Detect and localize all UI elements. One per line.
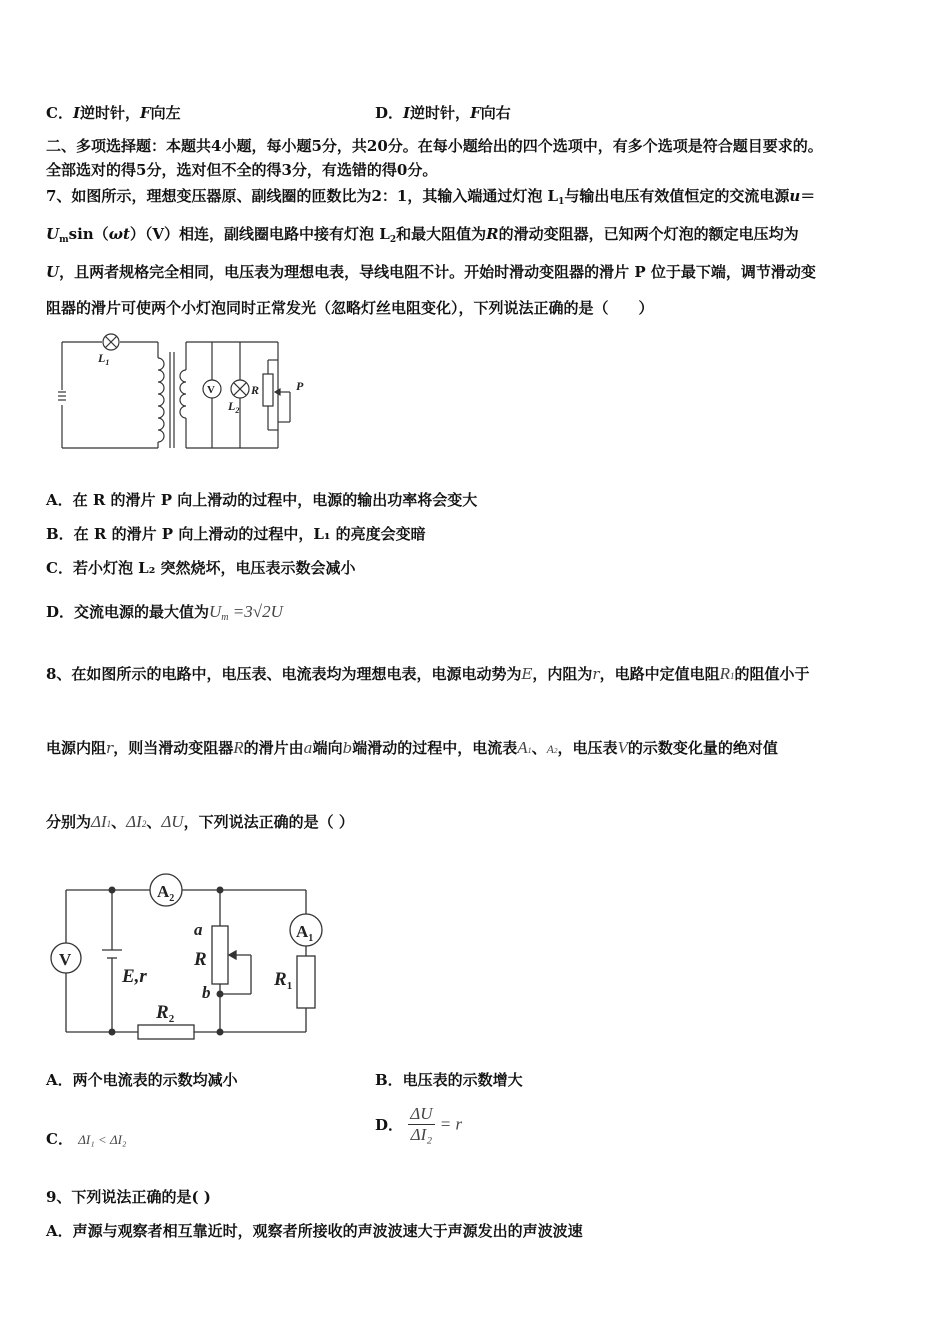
option-label: C． [46,104,73,122]
current-symbol: I [403,104,411,122]
svg-text:A2: $A_2$ [157,882,175,904]
q7-fig-R: R [251,383,260,397]
svg-text:L1: $L_1$ [98,351,110,367]
q8-stem-line1: 8、在如图所示的电路中，电压表、电流表均为理想电表，电源电动势为E，内阻为r，电路中定值电阻R1的阻值小于 [46,664,810,683]
q7-fig-voltmeter: V [207,384,215,396]
formula: Um =3√2U [209,602,283,623]
current-symbol: I [72,104,80,122]
svg-text:R1: $R_1$ [274,969,293,992]
q7-stem-line3: U，且两者规格完全相同，电压表为理想电表，导线电阻不计。开始时滑动变阻器的滑片 P 位于最下端，调节滑动变 [46,263,816,281]
q7-stem-line4: 阻器的滑片可使两个小灯泡同时正常发光（忽略灯丝电阻变化），下列说法正确的是（ ） [46,299,654,317]
option-text: 向右 [480,104,511,122]
q7-fig-L1: L [98,351,106,365]
q8-option-a[interactable]: A．两个电流表的示数均减小 [46,1071,238,1089]
formula: ΔI₁ < ΔI₂ [78,1132,127,1147]
q8-option-b[interactable]: B．电压表的示数增大 [375,1071,523,1089]
q7-option-d[interactable]: D．交流电源的最大值为Um =3√2U [46,602,283,623]
q8-stem-line3: 分别为ΔI1、ΔI2、ΔU，下列说法正确的是（ ） [46,812,354,831]
q9-option-a[interactable]: A．声源与观察者相互靠近时，观察者所接收的声波波速大于声源发出的声波波速 [46,1222,583,1240]
q8-fig-A1: A [296,922,309,941]
option-text: 逆时针， [79,104,140,122]
q8-fig-R2: R [156,1002,169,1023]
q8-option-c[interactable]: C． ΔI₁ < ΔI₂ [46,1130,127,1148]
q7-fig-P: P [296,379,304,393]
q7-option-b[interactable]: B．在 R 的滑片 P 向上滑动的过程中，L₁ 的亮度会变暗 [46,525,426,543]
q6-option-d[interactable] [375,102,511,123]
fraction: $\frac{\Delta U}{\text{ΔI₂}}$ [410,1104,433,1144]
svg-text:R2: $R_2$ [156,1002,175,1025]
q8-fig-Er: E,r [122,966,147,987]
q7-stem-line1: 7、如图所示，理想变压器原、副线圈的匝数比为2：1，其输入端通过灯泡 $L_1$与输出电压有效值恒定的交流电源u＝ [46,187,816,207]
q7-option-a[interactable]: A．在 R 的滑片 P 向上滑动的过程中，电源的输出功率将会变大 [46,491,478,509]
force-symbol: F [140,104,151,122]
q8-option-d[interactable]: D． $\frac{\Delta U}{\text{ΔI₂}}$ = r [375,1104,463,1144]
q8-fig-R: R [194,949,207,970]
force-symbol: F [470,104,481,122]
svg-text:A1: $A_1$ [296,922,314,944]
q7-circuit-diagram [50,330,310,455]
q8-fig-V: V [59,950,72,969]
svg-text:L2: $L_2$ [228,399,240,415]
section-heading: 二、多项选择题：本题共4小题，每小题5分，共20分。在每小题给出的四个选项中，有多个选项是符合题目要求的。 [46,137,823,155]
q9-stem: 9、下列说法正确的是( ) [46,1188,211,1206]
q8-fig-A2: A [157,882,170,901]
option-text: 逆时针， [410,104,471,122]
option-text: 向左 [150,104,181,122]
q8-circuit-diagram [44,870,334,1040]
section-instructions: 全部选对的得5分，选对但不全的得3分，有选错的得0分。 [46,161,438,179]
q8-fig-a: a [194,920,203,939]
q7-option-c[interactable]: C．若小灯泡 L₂ 突然烧坏，电压表示数会减小 [46,559,356,577]
option-label: D． [375,104,404,122]
q7-fig-L2: L [228,399,236,413]
q8-fig-R1: R [274,969,287,990]
q7-stem-line2: $U_m\sin(\omega t)(V)$相连，副线圈电路中接有灯泡 $L_2$和最大阻值为R的滑动变阻器，已知两个灯泡的额定电压均为 [46,225,799,245]
q8-fig-b: b [202,983,211,1002]
q8-stem-line2: 电源内阻r，则当滑动变阻器R的滑片由a端向b端滑动的过程中，电流表A1、A2，电压表V的示数变化量的绝对值 [46,738,778,757]
q6-option-c[interactable] [46,102,181,123]
